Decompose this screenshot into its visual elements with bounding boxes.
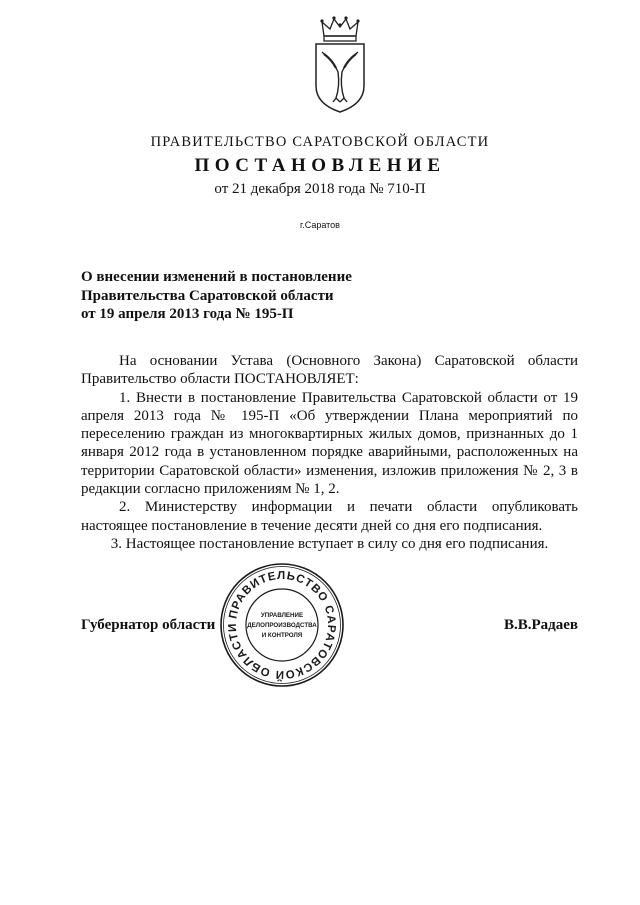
preamble-paragraph: На основании Устава (Основного Закона) Саратовской области Правительство области ПОСТАНОВЛЯЕТ:	[81, 353, 578, 388]
signatory-role: Губернатор области	[81, 617, 216, 633]
subject-line: О внесении изменений в постановление	[81, 269, 352, 285]
subject-line: Правительства Саратовской области	[81, 287, 334, 304]
document-date-number: от 21 декабря 2018 года № 710-П	[214, 181, 426, 197]
official-stamp	[217, 560, 347, 690]
subject-line: от 19 апреля 2013 года № 195-П	[81, 306, 294, 322]
organization-name: ПРАВИТЕЛЬСТВО САРАТОВСКОЙ ОБЛАСТИ	[150, 134, 490, 150]
document-type: ПОСТАНОВЛЕНИЕ	[194, 155, 446, 176]
document-subject	[81, 268, 421, 324]
stamp-center-line: ДЕЛОПРОИЗВОДСТВА	[247, 622, 317, 629]
item-2-paragraph: 2. Министерству информации и печати области опубликовать настоящее постановление в течение десяти дней со дня его подписания.	[81, 499, 578, 534]
stamp-center-line: УПРАВЛЕНИЕ	[260, 612, 304, 619]
document-city: г.Саратов	[300, 220, 340, 230]
signatory-name: В.В.Радаев	[503, 617, 578, 633]
stamp-center-line: И КОНТРОЛЯ	[261, 632, 303, 639]
saratov-coat-of-arms-icon	[300, 14, 380, 114]
document-body	[81, 352, 578, 553]
stamp-ring-text: ПРАВИТЕЛЬСТВО САРАТОВСКОЙ ОБЛАСТИ	[226, 569, 338, 681]
item-3-paragraph: 3. Настоящее постановление вступает в силу со дня его подписания.	[110, 535, 549, 552]
item-1-paragraph: 1. Внести в постановление Правительства Саратовской области от 19 апреля 2013 года № 195-П «Об утверждении Плана мероприятий по переселению граждан из многоквартирных жилых домов, признанных до 1 января 2012 года в установленном порядке аварийными, расположенных на территории Саратовской области» изменения, изложив приложения № 2, 3 в редакции согласно приложениям № 1, 2.	[81, 389, 578, 498]
